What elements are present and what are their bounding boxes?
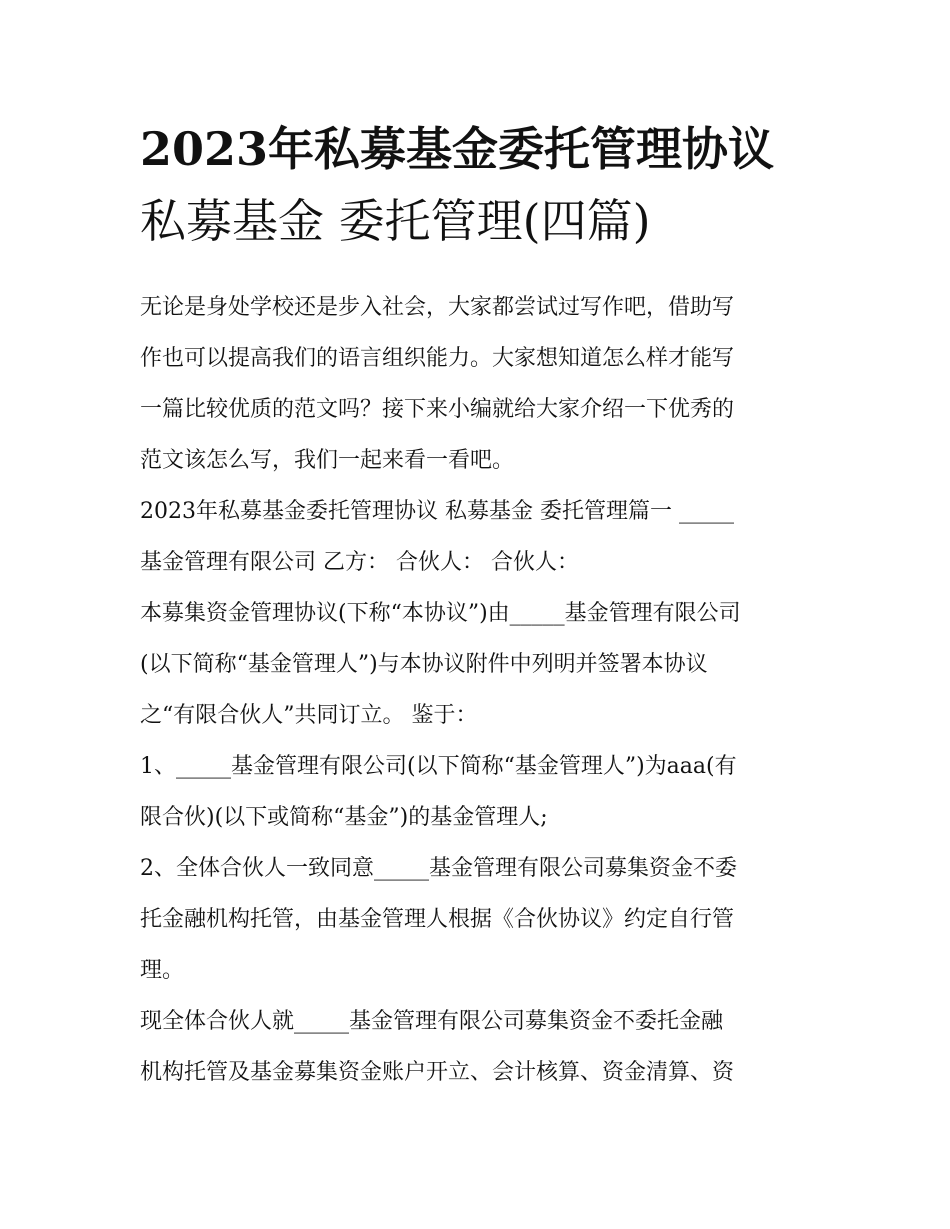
body-line: 范文该怎么写，我们一起来看一看吧。 [140,448,515,473]
body-line: 2023年私募基金委托管理协议 私募基金 委托管理篇一 _____ [140,499,734,524]
body-line: 一篇比较优质的范文吗？接下来小编就给大家介绍一下优秀的 [140,397,735,422]
body-line: 本募集资金管理协议(下称“本协议”)由_____基金管理有限公司 [140,601,741,626]
document-title [140,113,820,257]
body-line: 现全体合伙人就_____基金管理有限公司募集资金不委托金融 [140,1009,724,1034]
body-line: 托金融机构托管，由基金管理人根据《合伙协议》约定自行管 [140,907,735,932]
body-line: (以下简称“基金管理人”)与本协议附件中列明并签署本协议 [140,652,708,677]
body-line: 作也可以提高我们的语言组织能力。大家想知道怎么样才能写 [140,346,735,371]
body-line: 机构托管及基金募集资金账户开立、会计核算、资金清算、资 [140,1060,735,1085]
body-line: 基金管理有限公司 乙方： 合伙人： 合伙人： [140,550,579,575]
body-line: 限合伙)(以下或简称“基金”)的基金管理人; [140,805,548,830]
title-line-1: 2023年私募基金委托管理协议 [140,122,775,176]
body-line: 2、全体合伙人一致同意_____基金管理有限公司募集资金不委 [140,856,737,881]
document-body [140,282,820,1098]
body-line: 理。 [140,958,185,983]
body-line: 1、_____基金管理有限公司(以下简称“基金管理人”)为aaa(有 [140,754,737,779]
title-line-2: 私募基金 委托管理(四篇) [140,194,651,248]
body-line: 无论是身处学校还是步入社会，大家都尝试过写作吧，借助写 [140,295,735,320]
body-line: 之“有限合伙人”共同订立。 鉴于： [140,703,478,728]
